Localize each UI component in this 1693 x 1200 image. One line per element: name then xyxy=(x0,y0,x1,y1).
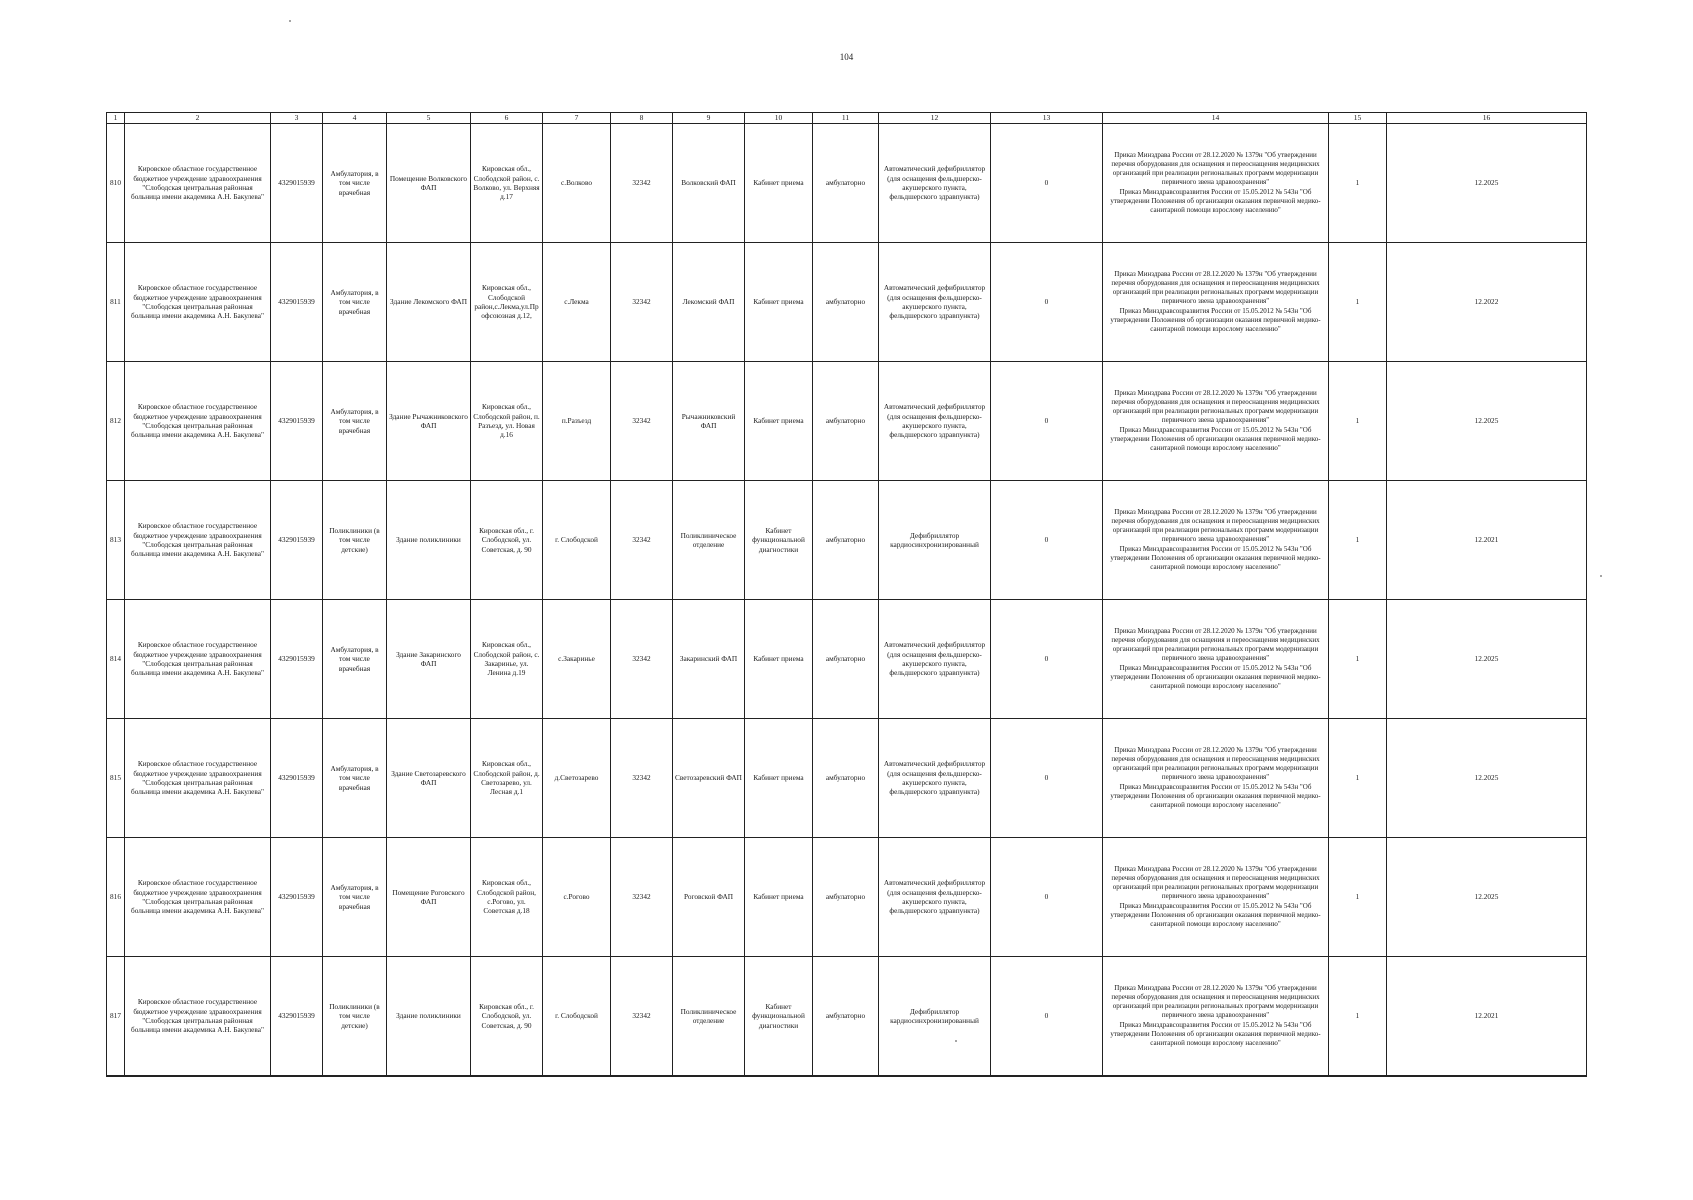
building-cell: Помещение Волковского ФАП xyxy=(387,124,471,243)
table-row xyxy=(107,838,1587,957)
care-form-cell: амбулаторно xyxy=(813,481,879,600)
column-number-row xyxy=(107,113,1587,124)
row-number-cell: 815 xyxy=(107,719,125,838)
count-cell: 1 xyxy=(1329,957,1387,1077)
column-number-1: 1 xyxy=(107,113,125,124)
facility-type-cell: Амбулатория, в том числе врачебная xyxy=(323,600,387,719)
department-cell: Волковский ФАП xyxy=(673,124,745,243)
care-form-cell: амбулаторно xyxy=(813,600,879,719)
room-cell: Кабинет функциональной диагностики xyxy=(745,957,813,1077)
row-number-cell: 814 xyxy=(107,600,125,719)
regulation-order-543n: Приказ Минздравсоцразвития России от 15.05.2012 № 543н "Об утверждении Положения об организации оказания первичной медико-санитарной помощи взрослому населению" xyxy=(1110,782,1321,810)
oktmo-cell: 32342 xyxy=(611,243,673,362)
quantity-cell: 0 xyxy=(991,600,1103,719)
scan-speck xyxy=(1600,575,1602,577)
regulation-order-543n: Приказ Минздравсоцразвития России от 15.05.2012 № 543н "Об утверждении Положения об организации оказания первичной медико-санитарной помощи взрослому населению" xyxy=(1110,901,1321,929)
room-cell: Кабинет приема xyxy=(745,838,813,957)
regulation-order-543n: Приказ Минздравсоцразвития России от 15.05.2012 № 543н "Об утверждении Положения об организации оказания первичной медико-санитарной помощи взрослому населению" xyxy=(1110,306,1321,334)
address-cell: Кировская обл., Слободской район,с.Лекма,ул.Профсоюзная д.12, xyxy=(471,243,543,362)
locality-cell: г. Слободской xyxy=(543,957,611,1077)
care-form-cell: амбулаторно xyxy=(813,362,879,481)
regulation-order-1379n: Приказ Минздрава России от 28.12.2020 № 1379н "Об утверждении перечня оборудования для оснащения и переоснащения медицинских организаций при реализации региональных программ модернизации первичного звена здравоохранения" xyxy=(1111,388,1320,425)
column-number-16: 16 xyxy=(1387,113,1587,124)
building-cell: Здание поликлиники xyxy=(387,957,471,1077)
building-cell: Здание Рычажниковского ФАП xyxy=(387,362,471,481)
address-cell: Кировская обл., Слободской район, с. Волково, ул. Верхняя д.17 xyxy=(471,124,543,243)
table-row xyxy=(107,719,1587,838)
table-row xyxy=(107,362,1587,481)
address-cell: Кировская обл., Слободской район, с. Закаринье, ул. Ленина д.19 xyxy=(471,600,543,719)
date-cell: 12.2021 xyxy=(1387,957,1587,1077)
locality-cell: с.Лекма xyxy=(543,243,611,362)
register-body xyxy=(107,124,1587,1077)
room-cell: Кабинет приема xyxy=(745,124,813,243)
locality-cell: д.Светозарево xyxy=(543,719,611,838)
equipment-cell: Автоматический дефибриллятор (для оснащения фельдшерско-акушерского пункта, фельдшерского здравпункта) xyxy=(879,600,991,719)
column-number-9: 9 xyxy=(673,113,745,124)
date-cell: 12.2025 xyxy=(1387,838,1587,957)
date-cell: 12.2022 xyxy=(1387,243,1587,362)
quantity-cell: 0 xyxy=(991,362,1103,481)
column-number-8: 8 xyxy=(611,113,673,124)
equipment-cell: Автоматический дефибриллятор (для оснащения фельдшерско-акушерского пункта, фельдшерского здравпункта) xyxy=(879,838,991,957)
table-row xyxy=(107,481,1587,600)
address-cell: Кировская обл., Слободской район, д. Светозарево, ул. Лесная д.1 xyxy=(471,719,543,838)
department-cell: Поликлиническое отделение xyxy=(673,481,745,600)
locality-cell: с.Закаринье xyxy=(543,600,611,719)
regulation-cell xyxy=(1103,957,1329,1077)
regulation-order-543n: Приказ Минздравсоцразвития России от 15.05.2012 № 543н "Об утверждении Положения об организации оказания первичной медико-санитарной помощи взрослому населению" xyxy=(1110,544,1321,572)
regulation-order-543n: Приказ Минздравсоцразвития России от 15.05.2012 № 543н "Об утверждении Положения об организации оказания первичной медико-санитарной помощи взрослому населению" xyxy=(1110,425,1321,453)
count-cell: 1 xyxy=(1329,124,1387,243)
facility-type-cell: Амбулатория, в том числе врачебная xyxy=(323,243,387,362)
oktmo-cell: 32342 xyxy=(611,957,673,1077)
department-cell: Лекомский ФАП xyxy=(673,243,745,362)
equipment-cell: Дефибриллятор кардиосинхронизированный xyxy=(879,481,991,600)
address-cell: Кировская обл., г. Слободской, ул. Советская, д. 90 xyxy=(471,957,543,1077)
address-cell: Кировская обл., Слободской район, п. Разъезд, ул. Новая д.16 xyxy=(471,362,543,481)
quantity-cell: 0 xyxy=(991,124,1103,243)
date-cell: 12.2025 xyxy=(1387,600,1587,719)
table-row xyxy=(107,243,1587,362)
column-number-12: 12 xyxy=(879,113,991,124)
quantity-cell: 0 xyxy=(991,838,1103,957)
inn-cell: 4329015939 xyxy=(271,600,323,719)
scan-speck xyxy=(289,20,291,22)
regulation-cell xyxy=(1103,600,1329,719)
room-cell: Кабинет приема xyxy=(745,719,813,838)
regulation-order-1379n: Приказ Минздрава России от 28.12.2020 № 1379н "Об утверждении перечня оборудования для оснащения и переоснащения медицинских организаций при реализации региональных программ модернизации первичного звена здравоохранения" xyxy=(1111,269,1320,306)
department-cell: Поликлиническое отделение xyxy=(673,957,745,1077)
organization-cell: Кировское областное государственное бюджетное учреждение здравоохранения "Слободская центральная районная больница имени академика А.Н. Бакулева" xyxy=(125,957,271,1077)
row-number-cell: 813 xyxy=(107,481,125,600)
regulation-cell xyxy=(1103,481,1329,600)
inn-cell: 4329015939 xyxy=(271,243,323,362)
row-number-cell: 816 xyxy=(107,838,125,957)
oktmo-cell: 32342 xyxy=(611,600,673,719)
facility-type-cell: Поликлиники (в том числе детские) xyxy=(323,957,387,1077)
inn-cell: 4329015939 xyxy=(271,719,323,838)
date-cell: 12.2021 xyxy=(1387,481,1587,600)
equipment-cell: Автоматический дефибриллятор (для оснащения фельдшерско-акушерского пункта, фельдшерского здравпункта) xyxy=(879,124,991,243)
facility-type-cell: Амбулатория, в том числе врачебная xyxy=(323,124,387,243)
locality-cell: с.Волково xyxy=(543,124,611,243)
building-cell: Помещение Роговского ФАП xyxy=(387,838,471,957)
address-cell: Кировская обл., Слободской район, с.Рогово, ул. Советская д.18 xyxy=(471,838,543,957)
building-cell: Здание Закаринского ФАП xyxy=(387,600,471,719)
regulation-cell xyxy=(1103,124,1329,243)
row-number-cell: 817 xyxy=(107,957,125,1077)
table-row xyxy=(107,600,1587,719)
count-cell: 1 xyxy=(1329,719,1387,838)
room-cell: Кабинет приема xyxy=(745,362,813,481)
regulation-order-1379n: Приказ Минздрава России от 28.12.2020 № 1379н "Об утверждении перечня оборудования для оснащения и переоснащения медицинских организаций при реализации региональных программ модернизации первичного звена здравоохранения" xyxy=(1111,864,1320,901)
quantity-cell: 0 xyxy=(991,957,1103,1077)
equipment-cell: Автоматический дефибриллятор (для оснащения фельдшерско-акушерского пункта, фельдшерского здравпункта) xyxy=(879,719,991,838)
organization-cell: Кировское областное государственное бюджетное учреждение здравоохранения "Слободская центральная районная больница имени академика А.Н. Бакулева" xyxy=(125,481,271,600)
count-cell: 1 xyxy=(1329,838,1387,957)
table-row xyxy=(107,124,1587,243)
column-number-4: 4 xyxy=(323,113,387,124)
regulation-order-1379n: Приказ Минздрава России от 28.12.2020 № 1379н "Об утверждении перечня оборудования для оснащения и переоснащения медицинских организаций при реализации региональных программ модернизации первичного звена здравоохранения" xyxy=(1111,150,1320,187)
count-cell: 1 xyxy=(1329,243,1387,362)
column-number-10: 10 xyxy=(745,113,813,124)
oktmo-cell: 32342 xyxy=(611,124,673,243)
care-form-cell: амбулаторно xyxy=(813,719,879,838)
inn-cell: 4329015939 xyxy=(271,838,323,957)
building-cell: Здание Светозаревского ФАП xyxy=(387,719,471,838)
locality-cell: с.Рогово xyxy=(543,838,611,957)
care-form-cell: амбулаторно xyxy=(813,838,879,957)
oktmo-cell: 32342 xyxy=(611,838,673,957)
regulation-order-1379n: Приказ Минздрава России от 28.12.2020 № 1379н "Об утверждении перечня оборудования для оснащения и переоснащения медицинских организаций при реализации региональных программ модернизации первичного звена здравоохранения" xyxy=(1111,745,1320,782)
column-number-14: 14 xyxy=(1103,113,1329,124)
row-number-cell: 812 xyxy=(107,362,125,481)
care-form-cell: амбулаторно xyxy=(813,124,879,243)
regulation-order-543n: Приказ Минздравсоцразвития России от 15.05.2012 № 543н "Об утверждении Положения об организации оказания первичной медико-санитарной помощи взрослому населению" xyxy=(1110,187,1321,215)
column-number-5: 5 xyxy=(387,113,471,124)
regulation-order-1379n: Приказ Минздрава России от 28.12.2020 № 1379н "Об утверждении перечня оборудования для оснащения и переоснащения медицинских организаций при реализации региональных программ модернизации первичного звена здравоохранения" xyxy=(1111,983,1320,1020)
building-cell: Здание Лекомского ФАП xyxy=(387,243,471,362)
facility-type-cell: Амбулатория, в том числе врачебная xyxy=(323,838,387,957)
facility-type-cell: Амбулатория, в том числе врачебная xyxy=(323,362,387,481)
oktmo-cell: 32342 xyxy=(611,481,673,600)
regulation-cell xyxy=(1103,362,1329,481)
regulation-cell xyxy=(1103,838,1329,957)
address-cell: Кировская обл., г. Слободской, ул. Советская, д. 90 xyxy=(471,481,543,600)
row-number-cell: 811 xyxy=(107,243,125,362)
count-cell: 1 xyxy=(1329,481,1387,600)
count-cell: 1 xyxy=(1329,362,1387,481)
inn-cell: 4329015939 xyxy=(271,124,323,243)
date-cell: 12.2025 xyxy=(1387,362,1587,481)
column-number-7: 7 xyxy=(543,113,611,124)
column-number-3: 3 xyxy=(271,113,323,124)
organization-cell: Кировское областное государственное бюджетное учреждение здравоохранения "Слободская центральная районная больница имени академика А.Н. Бакулева" xyxy=(125,362,271,481)
regulation-cell xyxy=(1103,719,1329,838)
inn-cell: 4329015939 xyxy=(271,481,323,600)
count-cell: 1 xyxy=(1329,600,1387,719)
room-cell: Кабинет функциональной диагностики xyxy=(745,481,813,600)
care-form-cell: амбулаторно xyxy=(813,957,879,1077)
quantity-cell: 0 xyxy=(991,719,1103,838)
quantity-cell: 0 xyxy=(991,481,1103,600)
room-cell: Кабинет приема xyxy=(745,243,813,362)
date-cell: 12.2025 xyxy=(1387,719,1587,838)
facility-type-cell: Поликлиники (в том числе детские) xyxy=(323,481,387,600)
equipment-register-table xyxy=(106,112,1587,1077)
department-cell: Закаринский ФАП xyxy=(673,600,745,719)
department-cell: Светозаревский ФАП xyxy=(673,719,745,838)
regulation-order-543n: Приказ Минздравсоцразвития России от 15.05.2012 № 543н "Об утверждении Положения об организации оказания первичной медико-санитарной помощи взрослому населению" xyxy=(1110,663,1321,691)
department-cell: Роговской ФАП xyxy=(673,838,745,957)
inn-cell: 4329015939 xyxy=(271,362,323,481)
table-row xyxy=(107,957,1587,1077)
oktmo-cell: 32342 xyxy=(611,719,673,838)
regulation-cell xyxy=(1103,243,1329,362)
organization-cell: Кировское областное государственное бюджетное учреждение здравоохранения "Слободская центральная районная больница имени академика А.Н. Бакулева" xyxy=(125,124,271,243)
regulation-order-543n: Приказ Минздравсоцразвития России от 15.05.2012 № 543н "Об утверждении Положения об организации оказания первичной медико-санитарной помощи взрослому населению" xyxy=(1110,1020,1321,1048)
quantity-cell: 0 xyxy=(991,243,1103,362)
page-number: 104 xyxy=(839,52,854,62)
organization-cell: Кировское областное государственное бюджетное учреждение здравоохранения "Слободская центральная районная больница имени академика А.Н. Бакулева" xyxy=(125,600,271,719)
column-number-2: 2 xyxy=(125,113,271,124)
column-number-6: 6 xyxy=(471,113,543,124)
date-cell: 12.2025 xyxy=(1387,124,1587,243)
organization-cell: Кировское областное государственное бюджетное учреждение здравоохранения "Слободская центральная районная больница имени академика А.Н. Бакулева" xyxy=(125,719,271,838)
room-cell: Кабинет приема xyxy=(745,600,813,719)
inn-cell: 4329015939 xyxy=(271,957,323,1077)
facility-type-cell: Амбулатория, в том числе врачебная xyxy=(323,719,387,838)
organization-cell: Кировское областное государственное бюджетное учреждение здравоохранения "Слободская центральная районная больница имени академика А.Н. Бакулева" xyxy=(125,243,271,362)
equipment-cell: Автоматический дефибриллятор (для оснащения фельдшерско-акушерского пункта, фельдшерского здравпункта) xyxy=(879,362,991,481)
department-cell: Рычажниковский ФАП xyxy=(673,362,745,481)
locality-cell: г. Слободской xyxy=(543,481,611,600)
locality-cell: п.Разъезд xyxy=(543,362,611,481)
equipment-cell: Автоматический дефибриллятор (для оснащения фельдшерско-акушерского пункта, фельдшерского здравпункта) xyxy=(879,243,991,362)
oktmo-cell: 32342 xyxy=(611,362,673,481)
regulation-order-1379n: Приказ Минздрава России от 28.12.2020 № 1379н "Об утверждении перечня оборудования для оснащения и переоснащения медицинских организаций при реализации региональных программ модернизации первичного звена здравоохранения" xyxy=(1111,507,1320,544)
row-number-cell: 810 xyxy=(107,124,125,243)
column-number-11: 11 xyxy=(813,113,879,124)
column-number-13: 13 xyxy=(991,113,1103,124)
equipment-cell: Дефибриллятор кардиосинхронизированный xyxy=(879,957,991,1077)
organization-cell: Кировское областное государственное бюджетное учреждение здравоохранения "Слободская центральная районная больница имени академика А.Н. Бакулева" xyxy=(125,838,271,957)
building-cell: Здание поликлиники xyxy=(387,481,471,600)
care-form-cell: амбулаторно xyxy=(813,243,879,362)
regulation-order-1379n: Приказ Минздрава России от 28.12.2020 № 1379н "Об утверждении перечня оборудования для оснащения и переоснащения медицинских организаций при реализации региональных программ модернизации первичного звена здравоохранения" xyxy=(1111,626,1320,663)
column-number-15: 15 xyxy=(1329,113,1387,124)
